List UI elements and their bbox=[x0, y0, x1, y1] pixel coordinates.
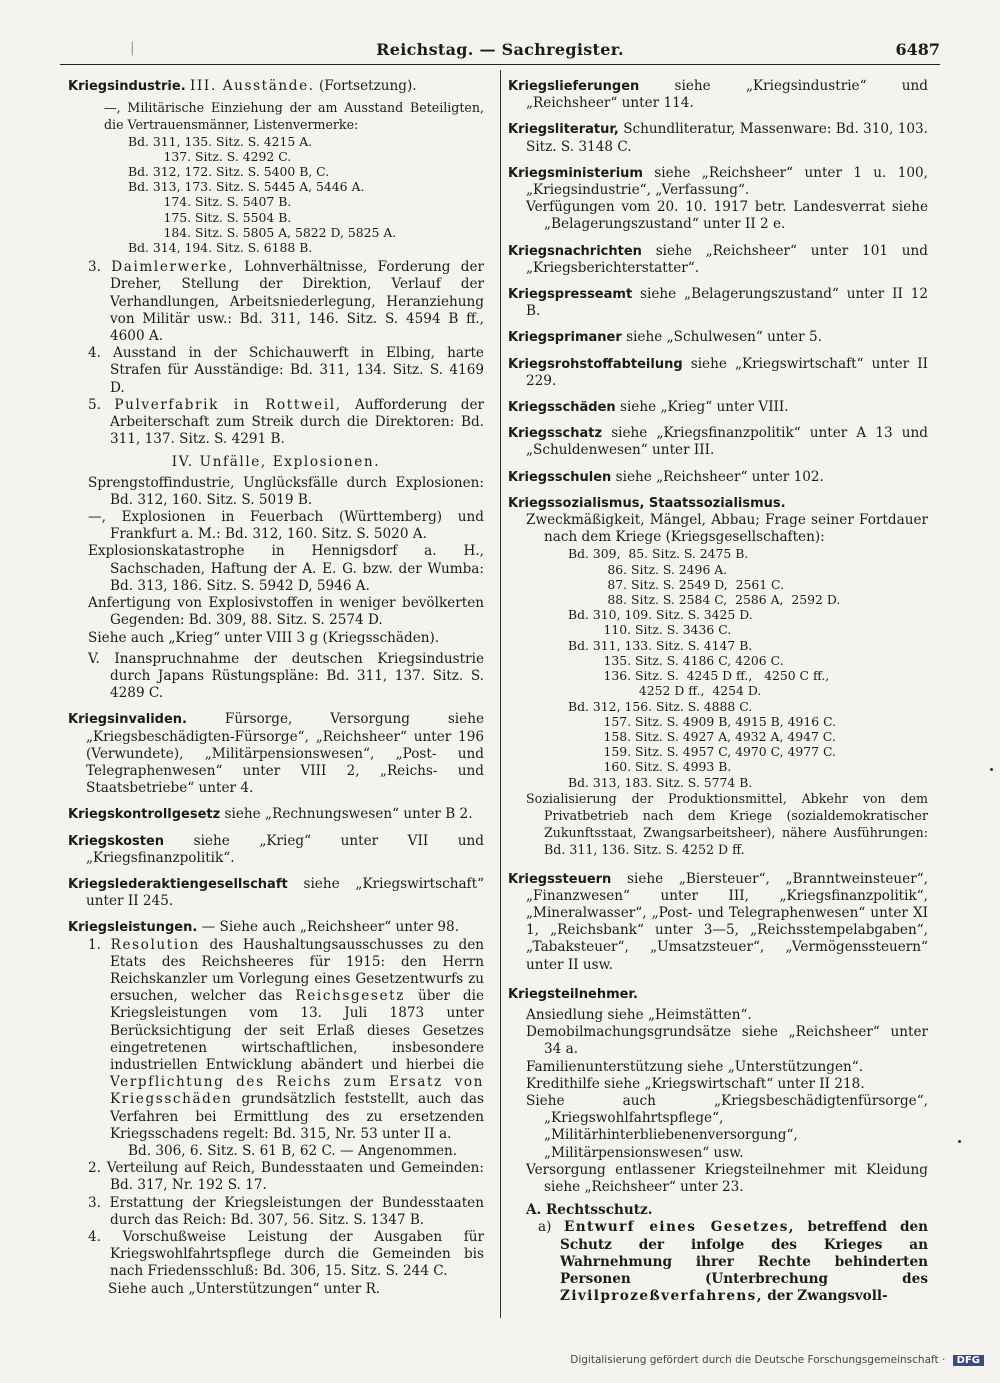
entry-kriegsnachrichten bbox=[508, 243, 928, 277]
item-number: 4. bbox=[88, 345, 101, 362]
citation: 160. Sitz. S. 4993 B. bbox=[568, 759, 732, 775]
citation: Bd. 306, 6. Sitz. S. 61 B, 62 C. — Angenommen. bbox=[128, 1142, 458, 1159]
spaced-term: Daimlerwerke, bbox=[111, 259, 234, 276]
citation: Bd. 313, 183. Sitz. S. 5774 B. bbox=[568, 774, 753, 790]
margin-mark: | bbox=[130, 40, 135, 56]
entry-text: siehe „Kriegsfinanzpolitik“ unter A 13 und „Schuldenwesen“ unter III. bbox=[526, 425, 928, 459]
entry-text: —, Militärische Einziehung der am Ausstand Beteiligten, die Vertrauensmänner, Listenvermerke: bbox=[104, 100, 484, 133]
headword: Kriegspresseamt bbox=[508, 287, 633, 303]
citation: 175. Sitz. S. 5504 B. bbox=[128, 209, 292, 225]
citation: 137. Sitz. S. 4292 C. bbox=[128, 148, 292, 164]
item-text: betreffend den Schutz der infolge des Krieges an Wahrnehmung ihrer Rechte behinderten Personen (Unterbrechung des bbox=[560, 1219, 928, 1287]
entry-kriegsschatz bbox=[508, 425, 928, 459]
citation-list bbox=[568, 546, 928, 789]
citation: Bd. 311, 135. Sitz. S. 4215 A. bbox=[128, 133, 313, 149]
item-number: 5. bbox=[88, 396, 101, 413]
list-item bbox=[88, 397, 484, 449]
item-text: Inanspruchnahme der deutschen Kriegsindustrie durch Japans Rüstungspläne: Bd. 311, 137. Sitz. S. 4289 C. bbox=[110, 650, 484, 702]
list-item: Kredithilfe siehe „Kriegswirtschaft“ unter II 218. bbox=[526, 1075, 865, 1092]
list-item: Anfertigung von Explosivstoffen in weniger bevölkerten Gegenden: Bd. 309, 88. Sitz. S. 2574 D. bbox=[88, 595, 484, 629]
header-rule bbox=[60, 64, 940, 65]
column-divider bbox=[500, 70, 501, 1318]
citation: 4252 D ff., 4254 D. bbox=[568, 683, 762, 699]
citation: Bd. 313, 173. Sitz. S. 5445 A, 5446 A. bbox=[128, 179, 365, 195]
list-item bbox=[88, 937, 484, 1143]
spaced-term: Reichsgesetz bbox=[295, 988, 405, 1005]
list-item bbox=[88, 1229, 484, 1281]
item-text: Erstattung der Kriegsleistungen der Bundesstaaten durch das Reich: Bd. 307, 56. Sitz. S. 1347 B. bbox=[109, 1194, 484, 1228]
headword: Kriegsliteratur, bbox=[508, 122, 619, 138]
entry-text: siehe „Kriegswirtschaft“ unter II 229. bbox=[526, 355, 928, 389]
citation: 135. Sitz. S. 4186 C, 4206 C. bbox=[568, 652, 784, 668]
headword: Kriegsministerium bbox=[508, 165, 643, 181]
item-text: des Haushaltungsausschusses zu den Etats des Reichsheeres für 1915: den Herrn Reichskanzler um Vorlegung eines Gesetzentwurfs zu ersuchen, welcher das bbox=[110, 936, 484, 1005]
continuation-note: (Fortsetzung). bbox=[318, 78, 417, 94]
citation: 174. Sitz. S. 5407 B. bbox=[128, 194, 292, 210]
entry-text: siehe „Kriegswirtschaft“ unter II 245. bbox=[86, 875, 484, 910]
entry-text: Fürsorge, Versorgung siehe „Kriegsbeschädigten-Fürsorge“, „Reichsheer“ unter 196 (Verwundete), „Militärpensionswesen“, „Post- und Telegraphenwesen“ unter VIII 2, „Reichs- und Staatsbetriebe“ unter 4. bbox=[86, 711, 485, 797]
entry-kriegslieferungen bbox=[508, 78, 928, 112]
subsection-heading: A. Rechtsschutz. bbox=[526, 1202, 653, 1219]
citation: Bd. 310, 109. Sitz. S. 3425 D. bbox=[568, 607, 753, 623]
citation: 136. Sitz. S. 4245 D ff., 4250 C ff., bbox=[568, 668, 830, 684]
entry-text: siehe „Rechnungswesen“ unter B 2. bbox=[224, 806, 473, 823]
headword: Kriegslieferungen bbox=[508, 79, 640, 94]
dfg-logo: DFG bbox=[953, 1355, 984, 1366]
citation: Bd. 314, 194. Sitz. S. 6188 B. bbox=[128, 240, 313, 256]
list-item: Explosionskatastrophe in Hennigsdorf a. H., Sachschaden, Haftung der A. E. G. bzw. der Wumba: Bd. 313, 186. Sitz. S. 5942 D, 5946 A. bbox=[88, 543, 484, 594]
headword: Kriegskosten bbox=[68, 833, 165, 849]
headword: Kriegsindustrie. bbox=[68, 79, 186, 94]
citation-list bbox=[128, 134, 484, 256]
list-item: Sprengstoffindustrie, Unglücksfälle durch Explosionen: Bd. 312, 160. Sitz. S. 5019 B. bbox=[88, 474, 484, 508]
entry-kriegsschaeden bbox=[508, 399, 928, 416]
citation: 159. Sitz. S. 4957 C, 4970 C, 4977 C. bbox=[568, 744, 836, 760]
citation: 184. Sitz. S. 5805 A, 5822 D, 5825 A. bbox=[128, 224, 397, 240]
entry-kriegsleistungen bbox=[68, 919, 484, 1297]
entry-kriegsteilnehmer bbox=[508, 986, 928, 1306]
scan-speck bbox=[990, 768, 993, 771]
citation: 110. Sitz. S. 3436 C. bbox=[568, 622, 732, 638]
item-number: 1. bbox=[88, 936, 101, 953]
footer-text: Digitalisierung gefördert durch die Deutsche Forschungsgemeinschaft · bbox=[570, 1354, 946, 1366]
entry-text: siehe „Krieg“ unter VIII. bbox=[619, 399, 789, 416]
entry-kriegsinvaliden bbox=[68, 711, 484, 797]
entry-text: siehe „Krieg“ unter VII und „Kriegsfinanzpolitik“. bbox=[86, 832, 484, 866]
headword: Kriegsleistungen. bbox=[68, 920, 198, 936]
item-text: der Zwangsvoll- bbox=[767, 1288, 888, 1305]
page-number: 6487 bbox=[895, 40, 940, 59]
headword: Kriegsinvaliden. bbox=[68, 712, 187, 728]
entry-kriegsschulen bbox=[508, 469, 928, 486]
headword: Kriegsschulen bbox=[508, 469, 612, 485]
see-also: Siehe auch „Krieg“ unter VIII 3 g (Kriegsschäden). bbox=[88, 629, 440, 646]
headword: Kriegsrohstoffabteilung bbox=[508, 356, 683, 372]
item-number: 4. bbox=[88, 1229, 101, 1245]
spaced-term: Zivilprozeßverfahrens, bbox=[560, 1288, 763, 1305]
item-text: Vorschußweise Leistung der Ausgaben für Kriegswohlfahrtspflege durch die Gemeinden bis nach Friedensschluß: Bd. 306, 15. Sitz. S. 244 C. bbox=[110, 1229, 485, 1280]
entry-kriegskontrollgesetz bbox=[68, 806, 484, 823]
item-text: Ausstand in der Schichauwerft in Elbing, harte Strafen für Ausständige: Bd. 311, 134. Sitz. S. 4169 D. bbox=[110, 345, 484, 396]
entry-text: Sozialisierung der Produktionsmittel, Abkehr von dem Privatbetrieb nach dem Kriege (sozialdemokratischer Zukunftsstaat, Zwangsarbeitsheer), nähere Ausführungen: Bd. 311, 136. Sitz. S. 4252 D ff. bbox=[526, 790, 928, 858]
item-number: V. bbox=[88, 650, 100, 667]
list-item: Ansiedlung siehe „Heimstätten“. bbox=[526, 1006, 752, 1023]
citation: 86. Sitz. S. 2496 A. bbox=[568, 561, 728, 577]
headword: Kriegsteilnehmer. bbox=[508, 986, 638, 1002]
entry-text: — Siehe auch „Reichsheer“ unter 98. bbox=[201, 919, 460, 936]
entry-text: siehe „Belagerungszustand“ unter II 12 B. bbox=[526, 286, 928, 320]
entry-kriegspresseamt bbox=[508, 286, 928, 320]
entry-text: siehe „Biersteuer“, „Branntweinsteuer“, „Finanzwesen“ unter III, „Kriegsfinanzpolitik“, „Mineralwasser“, „Post- und Telegraphenwesen“ unter XI 1, „Reichsbank“ unter 3—5, „Reichsstempelabgaben“, „Tabaksteuer“, „Umsatzsteuer“, „Vermögenssteuern“ unter II usw. bbox=[526, 870, 928, 973]
entry-kriegskosten bbox=[68, 833, 484, 867]
headword: Kriegsschatz bbox=[508, 426, 603, 442]
list-item: Siehe auch „Kriegsbeschädigtenfürsorge“, „Kriegswohlfahrtspflege“, „Militärhinterbliebenenversorgung“, „Militärpensionswesen“ usw. bbox=[526, 1092, 928, 1161]
headword: Kriegsprimaner bbox=[508, 330, 622, 346]
headword: Kriegsschäden bbox=[508, 400, 616, 416]
spaced-term: Pulverfabrik in Rottweil, bbox=[114, 396, 342, 413]
entry-kriegsliteratur bbox=[508, 121, 928, 155]
item-number: 2. bbox=[88, 1160, 101, 1177]
list-item bbox=[88, 1195, 484, 1229]
section-heading: III. Ausstände. bbox=[189, 78, 315, 94]
citation: Bd. 309, 85. Sitz. S. 2475 B. bbox=[568, 546, 749, 562]
entry-kriegsindustrie bbox=[68, 78, 484, 702]
entry-kriegslederaktiengesellschaft bbox=[68, 876, 484, 910]
entry-text: Schundliteratur, Massenware: Bd. 310, 103. Sitz. S. 3148 C. bbox=[526, 121, 928, 155]
list-item bbox=[538, 1219, 928, 1305]
entry-kriegsrohstoffabteilung bbox=[508, 356, 928, 390]
spaced-term: Entwurf eines Gesetzes, bbox=[564, 1219, 795, 1236]
list-item: Demobilmachungsgrundsätze siehe „Reichsheer“ unter 34 a. bbox=[526, 1024, 928, 1058]
left-column bbox=[68, 78, 484, 1307]
entry-text: siehe „Reichsheer“ unter 1 u. 100, „Kriegsindustrie“, „Verfassung“. bbox=[526, 164, 928, 199]
citation: 88. Sitz. S. 2584 C, 2586 A, 2592 D. bbox=[568, 592, 841, 608]
entry-text: siehe „Schulwesen“ unter 5. bbox=[626, 329, 822, 346]
headword: Kriegssozialismus, Staatssozialismus. bbox=[508, 495, 786, 511]
list-item: —, Explosionen in Feuerbach (Württemberg) und Frankfurt a. M.: Bd. 312, 160. Sitz. S. 5020 A. bbox=[88, 509, 484, 543]
citation: 87. Sitz. S. 2549 D, 2561 C. bbox=[568, 576, 785, 592]
citation: Bd. 312, 156. Sitz. S. 4888 C. bbox=[568, 698, 753, 714]
entry-text: siehe „Kriegsindustrie“ und „Reichsheer“ unter 114. bbox=[526, 78, 928, 112]
item-text: Lohnverhältnisse, Forderung der Dreher, Stellung der Direktion, Verlauf der Verhandlungen, Arbeitsniederlegung, Heranziehung von Militär usw.: Bd. 311, 146. Sitz. S. 4594 B ff., 4600 A. bbox=[110, 259, 484, 345]
entry-text: siehe „Reichsheer“ unter 102. bbox=[615, 468, 824, 485]
list-item bbox=[88, 345, 484, 397]
item-text: Verteilung auf Reich, Bundesstaaten und Gemeinden: Bd. 317, Nr. 192 S. 17. bbox=[106, 1160, 484, 1194]
scan-speck bbox=[958, 1140, 961, 1143]
item-text: grundsätzlich feststellt, auch das Verfahren bei Ermittlung des zu ersetzenden Kriegsschadens regelt: Bd. 315, Nr. 53 unter II a. bbox=[110, 1091, 484, 1142]
citation: 157. Sitz. S. 4909 B, 4915 B, 4916 C. bbox=[568, 713, 837, 729]
list-item: Versorgung entlassener Kriegsteilnehmer mit Kleidung siehe „Reichsheer“ unter 23. bbox=[526, 1161, 928, 1195]
list-item bbox=[88, 1160, 484, 1194]
item-number: 3. bbox=[88, 1194, 101, 1211]
right-column bbox=[508, 78, 928, 1314]
entry-kriegsprimaner bbox=[508, 329, 928, 346]
entry-text: Verfügungen vom 20. 10. 1917 betr. Landesverrat siehe „Belagerungszustand“ unter II 2 e. bbox=[526, 199, 928, 233]
headword: Kriegssteuern bbox=[508, 871, 612, 887]
entry-kriegsministerium bbox=[508, 165, 928, 234]
item-text: Aufforderung der Arbeiterschaft zum Streik durch die Direktoren: Bd. 311, 137. Sitz. S. 4291 B. bbox=[110, 396, 484, 448]
headword: Kriegslederaktiengesellschaft bbox=[68, 876, 288, 892]
list-item bbox=[88, 259, 484, 345]
citation: 158. Sitz. S. 4927 A, 4932 A, 4947 C. bbox=[568, 728, 836, 744]
spaced-term: Verpflichtung des Reichs zum Ersatz von Kriegsschäden bbox=[110, 1074, 484, 1108]
list-item bbox=[88, 651, 484, 703]
footer bbox=[570, 1354, 984, 1366]
citation: Bd. 312, 172. Sitz. S. 5400 B, C. bbox=[128, 164, 330, 180]
item-text: über die Kriegsleistungen vom 13. Juli 1873 unter Berücksichtigung der seit Erlaß dieses Gesetzes eingetretenen wirtschaftlichen, insbesondere industriellen Entwicklung abändert und hierbei die bbox=[110, 988, 484, 1073]
item-number: a) bbox=[538, 1219, 552, 1236]
headword: Kriegsnachrichten bbox=[508, 243, 642, 259]
page-header bbox=[60, 40, 940, 62]
spaced-term: Resolution bbox=[110, 936, 200, 953]
entry-kriegssteuern bbox=[508, 871, 928, 974]
citation: Bd. 311, 133. Sitz. S. 4147 B. bbox=[568, 637, 753, 653]
entry-kriegssozialismus bbox=[508, 495, 928, 859]
entry-text: siehe „Reichsheer“ unter 101 und „Kriegsberichterstatter“. bbox=[526, 242, 928, 276]
running-title: Reichstag. — Sachregister. bbox=[376, 40, 624, 59]
see-also: Siehe auch „Unterstützungen“ unter R. bbox=[108, 1280, 381, 1297]
headword: Kriegskontrollgesetz bbox=[68, 807, 221, 823]
entry-text: Zweckmäßigkeit, Mängel, Abbau; Frage seiner Fortdauer nach dem Kriege (Kriegsgesellschaften): bbox=[526, 512, 928, 546]
list-item: Familienunterstützung siehe „Unterstützungen“. bbox=[526, 1058, 864, 1075]
item-number: 3. bbox=[88, 259, 101, 276]
section-heading: IV. Unfälle, Explosionen. bbox=[171, 454, 381, 471]
